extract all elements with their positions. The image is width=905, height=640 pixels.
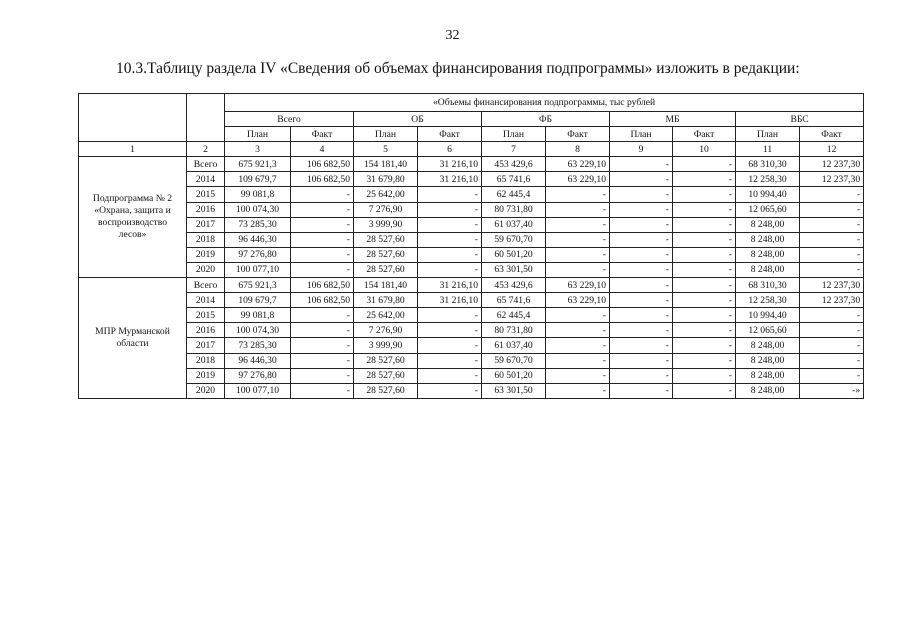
value-cell: 453 429,6: [482, 157, 546, 172]
value-cell: 100 077,10: [225, 262, 291, 277]
value-cell: -: [291, 353, 354, 368]
value-cell: 100 077,10: [225, 383, 291, 398]
value-cell: -: [291, 262, 354, 277]
value-cell: 31 679,80: [354, 293, 418, 308]
header-subheader: Факт: [800, 127, 864, 142]
value-cell: -: [673, 247, 736, 262]
section-heading: 10.3.Таблицу раздела IV «Сведения об объемах финансирования подпрограммы» изложить в редакции:: [116, 60, 800, 77]
table-row: [79, 172, 864, 187]
header-group: МБ: [610, 112, 736, 127]
value-cell: -: [673, 232, 736, 247]
value-cell: 453 429,6: [482, 278, 546, 293]
header-subheader: Факт: [673, 127, 736, 142]
value-cell: 65 741,6: [482, 293, 546, 308]
value-cell: 675 921,3: [225, 157, 291, 172]
value-cell: -: [546, 262, 610, 277]
value-cell: -: [418, 368, 482, 383]
value-cell: -: [291, 217, 354, 232]
value-cell: -: [291, 187, 354, 202]
header-group: ФБ: [482, 112, 610, 127]
header-subheader: План: [354, 127, 418, 142]
value-cell: 73 285,30: [225, 217, 291, 232]
value-cell: 8 248,00: [736, 217, 800, 232]
value-cell: 12 237,30: [800, 172, 864, 187]
year-cell: 2017: [187, 338, 225, 353]
value-cell: 31 679,80: [354, 172, 418, 187]
value-cell: -: [610, 232, 673, 247]
value-cell: 60 501,20: [482, 368, 546, 383]
value-cell: 3 999,90: [354, 338, 418, 353]
value-cell: 28 527,60: [354, 247, 418, 262]
value-cell: 109 679,7: [225, 293, 291, 308]
value-cell: 8 248,00: [736, 338, 800, 353]
header-group: ОБ: [354, 112, 482, 127]
header-empty-year: [187, 94, 225, 142]
value-cell: -: [800, 338, 864, 353]
value-cell: -: [673, 217, 736, 232]
column-number: 5: [354, 142, 418, 157]
value-cell: 7 276,90: [354, 202, 418, 217]
value-cell: 28 527,60: [354, 383, 418, 398]
value-cell: 97 276,80: [225, 368, 291, 383]
table-row: [79, 278, 864, 293]
value-cell: 12 237,30: [800, 278, 864, 293]
year-cell: 2016: [187, 323, 225, 338]
header-subheader: Факт: [291, 127, 354, 142]
page-number: 32: [445, 28, 460, 43]
header-row-numbers: [79, 142, 864, 157]
value-cell: -: [673, 338, 736, 353]
value-cell: -: [673, 187, 736, 202]
value-cell: 99 081,8: [225, 308, 291, 323]
value-cell: -: [800, 202, 864, 217]
value-cell: -: [418, 338, 482, 353]
value-cell: -: [546, 232, 610, 247]
value-cell: 61 037,40: [482, 338, 546, 353]
column-number: 7: [482, 142, 546, 157]
value-cell: -»: [800, 383, 864, 398]
value-cell: 8 248,00: [736, 383, 800, 398]
header-subheader: План: [610, 127, 673, 142]
header-group: ВБС: [736, 112, 864, 127]
value-cell: -: [291, 338, 354, 353]
value-cell: -: [546, 202, 610, 217]
value-cell: 10 994,40: [736, 187, 800, 202]
value-cell: 100 074,30: [225, 202, 291, 217]
value-cell: -: [610, 383, 673, 398]
header-main: «Объемы финансирования подпрограммы, тыс рублей: [225, 94, 864, 112]
column-number: 4: [291, 142, 354, 157]
value-cell: -: [673, 262, 736, 277]
value-cell: -: [546, 338, 610, 353]
value-cell: -: [546, 323, 610, 338]
column-number: 2: [187, 142, 225, 157]
value-cell: -: [610, 338, 673, 353]
value-cell: -: [673, 278, 736, 293]
column-number: 3: [225, 142, 291, 157]
value-cell: -: [610, 217, 673, 232]
value-cell: -: [610, 202, 673, 217]
value-cell: -: [673, 157, 736, 172]
value-cell: 12 065,60: [736, 202, 800, 217]
value-cell: 59 670,70: [482, 353, 546, 368]
table-row: [79, 383, 864, 398]
value-cell: -: [610, 157, 673, 172]
value-cell: 28 527,60: [354, 232, 418, 247]
value-cell: 99 081,8: [225, 187, 291, 202]
value-cell: 106 682,50: [291, 157, 354, 172]
header-subheader: Факт: [546, 127, 610, 142]
program-name-cell: МПР Мурманской области: [79, 278, 187, 399]
value-cell: 154 181,40: [354, 157, 418, 172]
value-cell: 675 921,3: [225, 278, 291, 293]
year-cell: 2014: [187, 293, 225, 308]
value-cell: -: [546, 247, 610, 262]
value-cell: 12 237,30: [800, 293, 864, 308]
column-number: 6: [418, 142, 482, 157]
value-cell: 10 994,40: [736, 308, 800, 323]
table-row: [79, 202, 864, 217]
year-cell: 2015: [187, 187, 225, 202]
year-cell: 2019: [187, 247, 225, 262]
value-cell: -: [418, 353, 482, 368]
column-number: 11: [736, 142, 800, 157]
header-group: Всего: [225, 112, 354, 127]
column-number: 12: [800, 142, 864, 157]
program-name-cell: Подпрограмма № 2 «Охрана, защита и воспроизводство лесов»: [79, 157, 187, 278]
year-cell: 2017: [187, 217, 225, 232]
column-number: 10: [673, 142, 736, 157]
value-cell: 12 065,60: [736, 323, 800, 338]
value-cell: -: [800, 217, 864, 232]
year-cell: 2015: [187, 308, 225, 323]
column-number: 8: [546, 142, 610, 157]
value-cell: -: [610, 187, 673, 202]
value-cell: -: [291, 368, 354, 383]
value-cell: 31 216,10: [418, 293, 482, 308]
value-cell: -: [800, 353, 864, 368]
value-cell: -: [673, 353, 736, 368]
value-cell: -: [418, 308, 482, 323]
year-cell: 2020: [187, 383, 225, 398]
value-cell: -: [673, 202, 736, 217]
value-cell: 12 258,30: [736, 172, 800, 187]
value-cell: -: [673, 293, 736, 308]
value-cell: -: [673, 368, 736, 383]
value-cell: -: [291, 323, 354, 338]
value-cell: -: [546, 368, 610, 383]
table-row: [79, 353, 864, 368]
value-cell: 73 285,30: [225, 338, 291, 353]
table-row: [79, 232, 864, 247]
value-cell: 31 216,10: [418, 157, 482, 172]
value-cell: 68 310,30: [736, 157, 800, 172]
header-subheader: План: [736, 127, 800, 142]
table-row: [79, 217, 864, 232]
value-cell: -: [673, 308, 736, 323]
value-cell: -: [546, 308, 610, 323]
value-cell: -: [610, 308, 673, 323]
value-cell: 100 074,30: [225, 323, 291, 338]
header-subheader: План: [482, 127, 546, 142]
year-cell: 2020: [187, 262, 225, 277]
value-cell: -: [610, 278, 673, 293]
value-cell: 8 248,00: [736, 353, 800, 368]
value-cell: 96 446,30: [225, 232, 291, 247]
value-cell: 68 310,30: [736, 278, 800, 293]
value-cell: 96 446,30: [225, 353, 291, 368]
value-cell: 62 445,4: [482, 308, 546, 323]
value-cell: -: [546, 187, 610, 202]
value-cell: -: [418, 202, 482, 217]
value-cell: 65 741,6: [482, 172, 546, 187]
value-cell: 154 181,40: [354, 278, 418, 293]
value-cell: 8 248,00: [736, 262, 800, 277]
value-cell: -: [673, 323, 736, 338]
value-cell: -: [610, 247, 673, 262]
year-cell: 2014: [187, 172, 225, 187]
value-cell: -: [418, 217, 482, 232]
value-cell: 28 527,60: [354, 368, 418, 383]
value-cell: -: [610, 353, 673, 368]
value-cell: 63 229,10: [546, 172, 610, 187]
value-cell: 109 679,7: [225, 172, 291, 187]
value-cell: -: [418, 247, 482, 262]
value-cell: -: [546, 383, 610, 398]
value-cell: -: [418, 323, 482, 338]
table-row: [79, 247, 864, 262]
column-number: 1: [79, 142, 187, 157]
value-cell: -: [610, 323, 673, 338]
table-body: [79, 94, 864, 399]
value-cell: -: [610, 172, 673, 187]
value-cell: 106 682,50: [291, 172, 354, 187]
value-cell: 59 670,70: [482, 232, 546, 247]
value-cell: 97 276,80: [225, 247, 291, 262]
value-cell: -: [800, 262, 864, 277]
value-cell: 8 248,00: [736, 232, 800, 247]
value-cell: 63 229,10: [546, 157, 610, 172]
value-cell: 25 642,00: [354, 187, 418, 202]
value-cell: -: [610, 262, 673, 277]
year-cell: Всего: [187, 157, 225, 172]
value-cell: -: [418, 187, 482, 202]
value-cell: -: [418, 262, 482, 277]
value-cell: 63 229,10: [546, 293, 610, 308]
value-cell: 8 248,00: [736, 368, 800, 383]
table-row: [79, 157, 864, 172]
value-cell: 106 682,50: [291, 293, 354, 308]
value-cell: -: [673, 172, 736, 187]
value-cell: -: [610, 368, 673, 383]
value-cell: -: [800, 308, 864, 323]
value-cell: 63 301,50: [482, 383, 546, 398]
value-cell: 106 682,50: [291, 278, 354, 293]
value-cell: -: [291, 232, 354, 247]
value-cell: -: [800, 247, 864, 262]
value-cell: -: [800, 232, 864, 247]
value-cell: -: [800, 187, 864, 202]
value-cell: 28 527,60: [354, 353, 418, 368]
value-cell: -: [291, 202, 354, 217]
value-cell: 8 248,00: [736, 247, 800, 262]
year-cell: 2018: [187, 232, 225, 247]
value-cell: -: [610, 293, 673, 308]
value-cell: -: [546, 217, 610, 232]
year-cell: 2016: [187, 202, 225, 217]
value-cell: 7 276,90: [354, 323, 418, 338]
header-subheader: План: [225, 127, 291, 142]
value-cell: -: [291, 247, 354, 262]
header-subheader: Факт: [418, 127, 482, 142]
year-cell: 2018: [187, 353, 225, 368]
value-cell: 62 445,4: [482, 187, 546, 202]
table-row: [79, 187, 864, 202]
column-number: 9: [610, 142, 673, 157]
table-row: [79, 293, 864, 308]
value-cell: 31 216,10: [418, 278, 482, 293]
year-cell: Всего: [187, 278, 225, 293]
value-cell: 63 301,50: [482, 262, 546, 277]
value-cell: -: [800, 368, 864, 383]
table-row: [79, 323, 864, 338]
value-cell: 31 216,10: [418, 172, 482, 187]
value-cell: 12 237,30: [800, 157, 864, 172]
financing-table: [78, 93, 864, 399]
value-cell: -: [418, 232, 482, 247]
value-cell: -: [673, 383, 736, 398]
value-cell: -: [291, 308, 354, 323]
value-cell: -: [291, 383, 354, 398]
value-cell: -: [546, 353, 610, 368]
table-row: [79, 338, 864, 353]
value-cell: -: [418, 383, 482, 398]
value-cell: 60 501,20: [482, 247, 546, 262]
value-cell: -: [800, 323, 864, 338]
value-cell: 80 731,80: [482, 202, 546, 217]
table-row: [79, 368, 864, 383]
table-row: [79, 262, 864, 277]
value-cell: 63 229,10: [546, 278, 610, 293]
year-cell: 2019: [187, 368, 225, 383]
value-cell: 28 527,60: [354, 262, 418, 277]
value-cell: 12 258,30: [736, 293, 800, 308]
value-cell: 80 731,80: [482, 323, 546, 338]
value-cell: 25 642,00: [354, 308, 418, 323]
table-row: [79, 308, 864, 323]
value-cell: 61 037,40: [482, 217, 546, 232]
value-cell: 3 999,90: [354, 217, 418, 232]
header-empty-name: [79, 94, 187, 142]
header-row-main: [79, 94, 864, 112]
